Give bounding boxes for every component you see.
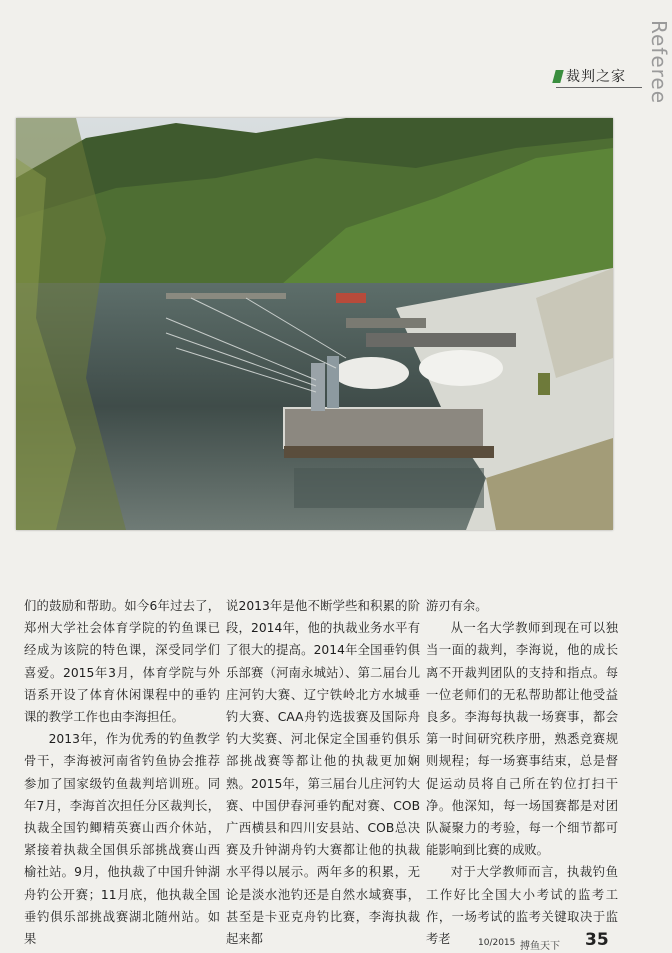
article-paragraph: 从一名大学教师到现在可以独当一面的裁判，李海说，他的成长离不开裁判团队的支持和指点。每一位老师们的无私帮助都让他受益良多。李海每执裁一场赛事，都会第一时间研究秩序册，熟悉竞赛规则规程；每一场赛事结束，总是督促运动员将自己所在钓位打扫干净。他深知，每一场国赛都是对团队凝聚力的考验，每一个细节都可能影响到比赛的成败。 bbox=[426, 621, 618, 858]
page-number: 35 bbox=[585, 930, 609, 950]
section-title: 裁判之家 bbox=[566, 69, 626, 85]
fishing-lake-photo bbox=[16, 118, 613, 530]
section-side-word: Referee bbox=[647, 20, 671, 105]
article-column-3 bbox=[426, 595, 618, 950]
article-paragraph: 2013年，作为优秀的钓鱼教学骨干，李海被河南省钓鱼协会推荐参加了国家级钓鱼裁判培训班。同年7月，李海首次担任分区裁判长，执裁全国钓鲫精英赛山西介休站，紧接着执裁全国俱乐部挑战赛山西榆社站。9月，他执裁了中国升钟湖舟钓公开赛；11月底，他执裁全国垂钓俱乐部挑战赛湖北随州站。如果 bbox=[24, 732, 220, 947]
header-accent-mark bbox=[552, 70, 563, 83]
article-paragraph: 对于大学教师而言，执裁钓鱼工作好比全国大小考试的监考工作，一场考试的监考关键取决于监考老 bbox=[426, 865, 618, 947]
magazine-name: 搏鱼天下 bbox=[520, 941, 560, 952]
article-column-2 bbox=[226, 595, 420, 950]
article-paragraph: 说2013年是他不断学些和积累的阶段，2014年，他的执裁业务水平有了很大的提高。2014年全国垂钓俱乐部赛（河南永城站）、第二届台儿庄河钓大赛、辽宁铁岭北方水城垂钓大赛、CAA舟钓选拔赛及国际舟钓大奖赛、河北保定全国垂钓俱乐部挑战赛等都让他的执裁更加娴熟。2015年，第三届台儿庄河钓大赛、中国伊春河垂钓配对赛、COB广西横县和四川安县站、COB总决赛及升钟湖舟钓大赛都让他的执裁水平得以展示。两年多的积累，无论是淡水池钓还是自然水域赛事，甚至是卡亚克舟钓比赛，李海执裁起来都 bbox=[226, 599, 420, 947]
article-column-1 bbox=[24, 595, 220, 950]
article-paragraph: 们的鼓励和帮助。如今6年过去了，郑州大学社会体育学院的钓鱼课已经成为该院的特色课，深受同学们喜爱。2015年3月，体育学院与外语系开设了体育休闲课程中的垂钓课的教学工作也由李海担任。 bbox=[24, 599, 220, 725]
article-paragraph: 游刃有余。 bbox=[426, 599, 488, 613]
header-rule bbox=[556, 87, 642, 88]
issue-number: 10/2015 bbox=[478, 938, 516, 948]
